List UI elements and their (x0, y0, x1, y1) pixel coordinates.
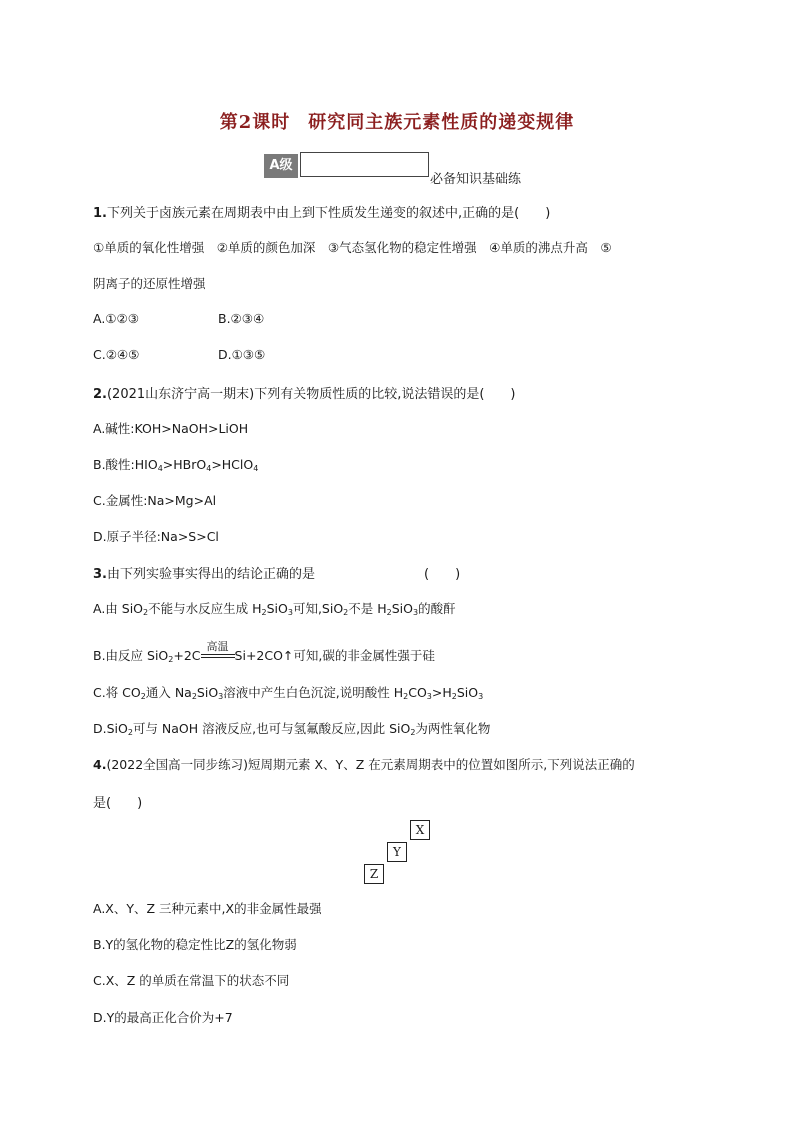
question-3-option-c: C.将 $CO_2$通入 $Na_2SiO_3$溶液中产生白色沉淀,说明酸性 $H_2CO_3>H_2SiO_3$ (93, 685, 484, 701)
periodic-cell-x: X (410, 820, 430, 840)
question-1-items-cont: 阴离子的还原性增强 (93, 276, 206, 291)
reaction-condition-arrow: 高温 (201, 651, 235, 663)
question-2-option-d: D.原子半径:Na>S>Cl (93, 529, 219, 544)
question-1-option-d: D.①③⑤ (218, 347, 266, 362)
question-3-answer-paren: ( ) (424, 567, 461, 582)
level-label-box (300, 152, 429, 177)
question-4-option-d: D.Y的最高正化合价为+7 (93, 1010, 233, 1025)
question-2-option-b: B.酸性$:HIO_4>HBrO_4>HClO_4$ (93, 457, 259, 473)
question-4-option-a: A.X、Y、Z 三种元素中,X的非金属性最强 (93, 901, 322, 916)
question-1-items: ①单质的氧化性增强 ②单质的颜色加深 ③气态氢化物的稳定性增强 ④单质的沸点升高 ⑤ (93, 240, 612, 255)
level-badge: A级 (264, 154, 298, 178)
question-4-stem: 4.(2022全国高一同步练习)短周期元素 X、Y、Z 在元素周期表中的位置如图所示,下列说法正确的 (93, 757, 635, 772)
question-2-option-a: A.碱性:KOH>NaOH>LiOH (93, 421, 249, 436)
question-3-option-d: D.SiO$_2$可与 NaOH 溶液反应,也可与氢氟酸反应,因此 SiO$_2$为两性氧化物 (93, 721, 491, 737)
question-4-option-c: C.X、Z 的单质在常温下的状态不同 (93, 973, 290, 988)
level-label: 必备知识基础练 (430, 172, 522, 187)
question-1-option-a: A.①②③ (93, 311, 139, 326)
question-1-option-c: C.②④⑤ (93, 347, 140, 362)
periodic-cell-y: Y (387, 842, 407, 862)
question-3-stem: 3.由下列实验事实得出的结论正确的是 (93, 567, 315, 582)
lesson-number: 第2课时 (219, 112, 291, 133)
question-1-stem: 1.下列关于卤族元素在周期表中由上到下性质发生递变的叙述中,正确的是( ) (93, 206, 551, 221)
question-2-stem: 2.(2021山东济宁高一期末)下列有关物质性质的比较,说法错误的是( ) (93, 387, 516, 402)
page-title (0, 108, 794, 134)
question-4-option-b: B.Y的氢化物的稳定性比Z的氢化物弱 (93, 937, 297, 952)
question-1-option-b: B.②③④ (218, 311, 265, 326)
question-4-stem-cont: 是( ) (93, 796, 143, 811)
lesson-topic: 研究同主族元素性质的递变规律 (308, 112, 575, 133)
question-3-option-b: B.由反应 SiO$_2$+2C 高温 Si+2CO↑可知,碳的非金属性强于硅 (93, 639, 435, 664)
question-2-option-c: C.金属性:Na>Mg>Al (93, 493, 217, 508)
question-3-option-a: A.由 SiO$_2$不能与水反应生成 $H_2SiO_3$可知,SiO$_2$不是 $H_2SiO_3$的酸酐 (93, 601, 456, 617)
periodic-cell-z: Z (364, 864, 384, 884)
